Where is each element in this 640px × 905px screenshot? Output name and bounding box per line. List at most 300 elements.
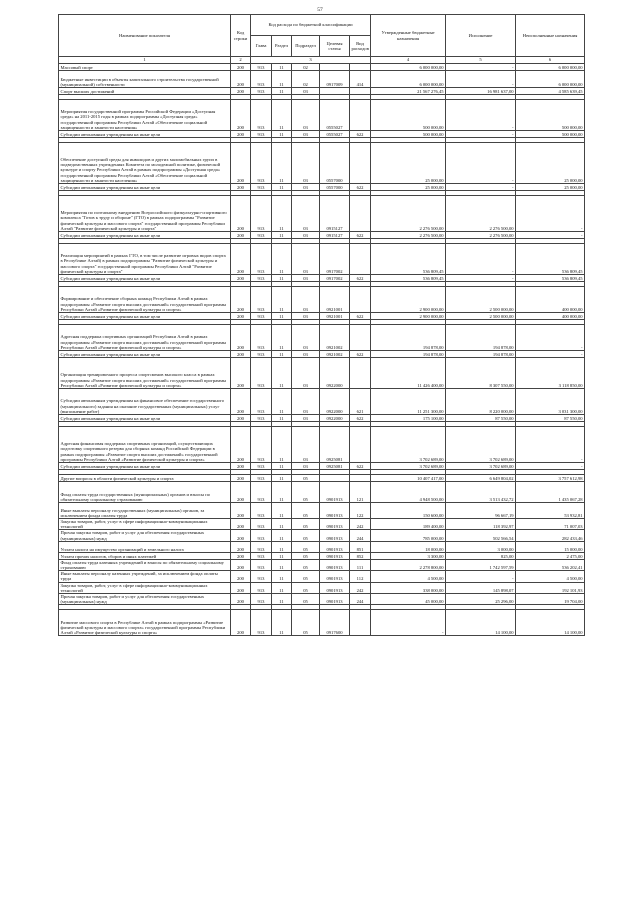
table-cell-section: 11 — [272, 275, 292, 282]
table-cell-unexecuted: 192 101,93 — [516, 582, 585, 593]
table-cell-target: 0925081 — [320, 427, 350, 463]
table-cell-subsection: 03 — [292, 313, 320, 320]
table-cell-executed: 118 392,97 — [446, 519, 516, 530]
table-cell-unexecuted: - — [516, 196, 585, 232]
table-cell-chapter: 913 — [251, 482, 272, 503]
table-row — [59, 131, 585, 138]
table-cell-executed: 3 513 432,72 — [446, 482, 516, 503]
table-cell-subsection: 03 — [292, 389, 320, 415]
table-cell-subsection: 05 — [292, 519, 320, 530]
table-cell-approved: 3 702 689,00 — [371, 463, 446, 470]
table-row — [59, 184, 585, 191]
table-cell-section: 11 — [272, 143, 292, 184]
table-cell-line-code: 200 — [231, 582, 251, 593]
table-cell-executed: - — [446, 184, 516, 191]
table-cell-approved: 25 000,00 — [371, 184, 446, 191]
table-cell-executed: 14 100,00 — [446, 610, 516, 636]
table-row — [59, 582, 585, 593]
table-cell-target: 0901913 — [320, 530, 350, 541]
table-cell-chapter: 913 — [251, 519, 272, 530]
table-cell-target: 0901913 — [320, 503, 350, 519]
table-row — [59, 571, 585, 582]
table-cell-approved: 4 948 500,00 — [371, 482, 446, 503]
table-cell-executed: 8 307 550,00 — [446, 358, 516, 389]
table-cell-kind: 121 — [350, 482, 371, 503]
table-cell-executed: 3 000,00 — [446, 541, 516, 552]
table-cell-executed: 3 702 689,00 — [446, 463, 516, 470]
table-cell-executed: 1 742 597,59 — [446, 559, 516, 570]
table-cell-approved: 2 900 000,00 — [371, 287, 446, 313]
table-cell-chapter: 913 — [251, 503, 272, 519]
table-cell-unexecuted: 4 500,00 — [516, 571, 585, 582]
table-cell-target: 0921001 — [320, 287, 350, 313]
table-cell-section: 11 — [272, 475, 292, 482]
table-row — [59, 594, 585, 605]
table-cell-line-code: 200 — [231, 610, 251, 636]
table-cell-unexecuted: 2 475,00 — [516, 552, 585, 559]
table-cell-subsection: 03 — [292, 427, 320, 463]
table-cell-line-code: 200 — [231, 196, 251, 232]
table-cell-unexecuted: 71 007,03 — [516, 519, 585, 530]
table-cell-approved: 3 300,00 — [371, 552, 446, 559]
table-row — [59, 463, 585, 470]
table-cell-kind — [350, 610, 371, 636]
table-cell-section: 11 — [272, 519, 292, 530]
table-cell-line-code: 200 — [231, 64, 251, 71]
table-cell-executed: 825,00 — [446, 552, 516, 559]
table-cell-unexecuted: 500 000,00 — [516, 100, 585, 131]
table-row — [59, 415, 585, 422]
table-cell-name: Мероприятия по поэтапному внедрению Всероссийского физкультурно-спортивного комплекса "Готов к труду и обороне" (ГТО) в рамках подпрограммы "Развитие физической культуры и массового спорта" государственной программы Республики Алтай "Развитие физической культуры и спорта" — [59, 196, 231, 232]
table-cell-name: Массовый спорт — [59, 64, 231, 71]
table-row — [59, 100, 585, 131]
table-cell-executed: 8 220 000,00 — [446, 389, 516, 415]
col-number: 1 — [59, 57, 231, 64]
table-cell-target: 0901913 — [320, 541, 350, 552]
table-cell-target: 0915127 — [320, 196, 350, 232]
table-cell-executed: 194 878,00 — [446, 325, 516, 351]
table-cell-line-code: 200 — [231, 519, 251, 530]
table-cell-chapter: 913 — [251, 610, 272, 636]
table-cell-executed: 87 550,00 — [446, 415, 516, 422]
table-cell-section: 11 — [272, 64, 292, 71]
table-cell-target: 0922000 — [320, 389, 350, 415]
table-cell-unexecuted: 25 000,00 — [516, 184, 585, 191]
table-cell-section: 11 — [272, 131, 292, 138]
table-cell-section: 11 — [272, 503, 292, 519]
table-cell-unexecuted: 14 100,00 — [516, 610, 585, 636]
table-cell-line-code: 200 — [231, 184, 251, 191]
table-cell-approved: 150 600,00 — [371, 503, 446, 519]
table-cell-subsection: 02 — [292, 71, 320, 88]
table-cell-subsection: 02 — [292, 64, 320, 71]
table-cell-chapter: 913 — [251, 475, 272, 482]
table-cell-target: 0922000 — [320, 415, 350, 422]
table-cell-kind: 622 — [350, 313, 371, 320]
table-cell-line-code: 200 — [231, 100, 251, 131]
table-cell-unexecuted: - — [516, 427, 585, 463]
table-row — [59, 88, 585, 95]
table-cell-chapter: 913 — [251, 64, 272, 71]
header-executed: Исполнение — [446, 15, 516, 57]
table-row — [59, 64, 585, 71]
table-row — [59, 482, 585, 503]
table-cell-subsection: 03 — [292, 100, 320, 131]
table-cell-name: Организация тренировочного процесса спортсменов высокого класса в рамках подпрограммы «Развитие спорта высших достижений» государственной программы Республики Алтай «Развитие физической культуры и спорта» — [59, 358, 231, 389]
table-cell-target: 0917002 — [320, 275, 350, 282]
header-kind: Вид расходов — [350, 36, 371, 57]
table-cell-section: 11 — [272, 358, 292, 389]
table-cell-chapter: 913 — [251, 463, 272, 470]
table-cell-chapter: 913 — [251, 594, 272, 605]
table-row — [59, 427, 585, 463]
table-cell-executed: 25 296,00 — [446, 594, 516, 605]
table-cell-kind: 111 — [350, 559, 371, 570]
table-cell-subsection: 03 — [292, 287, 320, 313]
table-cell-kind: 244 — [350, 594, 371, 605]
table-cell-unexecuted: 1 435 067,28 — [516, 482, 585, 503]
table-cell-executed: - — [446, 143, 516, 184]
table-cell-target: 0917002 — [320, 244, 350, 275]
table-cell-approved: 21 567 276,45 — [371, 88, 446, 95]
table-cell-name: Субсидии автономным учреждениям на иные цели — [59, 184, 231, 191]
table-cell-approved: 10 407 417,00 — [371, 475, 446, 482]
table-cell-executed: - — [446, 275, 516, 282]
table-cell-subsection: 05 — [292, 559, 320, 570]
table-cell-section: 11 — [272, 71, 292, 88]
header-unexecuted: Неисполненные назначения — [516, 15, 585, 57]
table-cell-name: Субсидии автономным учреждениям на иные цели — [59, 463, 231, 470]
table-cell-name: Развитие массового спорта в Республике Алтай в рамках подпрограммы «Развитие физической культуры и массового спорта» государственной программы Республики Алтай «Развитие физической культуры и спорта» — [59, 610, 231, 636]
table-row — [59, 325, 585, 351]
table-cell-kind — [350, 196, 371, 232]
table-cell-approved: 2 276 500,00 — [371, 196, 446, 232]
table-cell-unexecuted: - — [516, 325, 585, 351]
table-cell-approved: 536 809,45 — [371, 244, 446, 275]
table-cell-subsection: 03 — [292, 358, 320, 389]
table-cell-approved: 194 878,00 — [371, 351, 446, 358]
table-cell-name: Мероприятия государственной программы Российской Федерации «Доступная среда» на 2011-2015 годы в рамках подпрограммы «Доступная среда» государственной программы Республики Алтай «Обеспечение социальной защищенности и занятости населения» — [59, 100, 231, 131]
table-cell-chapter: 913 — [251, 88, 272, 95]
table-cell-subsection: 03 — [292, 196, 320, 232]
table-cell-approved: 536 809,45 — [371, 275, 446, 282]
table-cell-subsection: 03 — [292, 184, 320, 191]
table-cell-kind — [350, 244, 371, 275]
table-cell-approved: 11 426 400,00 — [371, 358, 446, 389]
table-cell-line-code: 200 — [231, 475, 251, 482]
table-cell-kind: 622 — [350, 275, 371, 282]
table-cell-approved: 6 000 000,00 — [371, 64, 446, 71]
table-cell-kind: 112 — [350, 571, 371, 582]
table-cell-chapter: 913 — [251, 313, 272, 320]
col-number: 2 — [231, 57, 251, 64]
table-cell-section: 11 — [272, 482, 292, 503]
table-row — [59, 530, 585, 541]
table-cell-executed: 6 649 804,02 — [446, 475, 516, 482]
table-cell-section: 11 — [272, 88, 292, 95]
table-cell-name: Фонд оплаты труда государственных (муниципальных) органов и взносы по обязательному социальному страхованию — [59, 482, 231, 503]
table-row — [59, 275, 585, 282]
table-cell-unexecuted: 6 000 000,00 — [516, 71, 585, 88]
table-cell-kind — [350, 287, 371, 313]
table-cell-subsection: 03 — [292, 325, 320, 351]
table-cell-chapter: 913 — [251, 131, 272, 138]
table-row — [59, 358, 585, 389]
table-cell-subsection: 05 — [292, 571, 320, 582]
table-cell-subsection: 03 — [292, 463, 320, 470]
table-cell-section: 11 — [272, 287, 292, 313]
table-cell-target: 0921002 — [320, 351, 350, 358]
table-cell-executed: - — [446, 100, 516, 131]
table-cell-target: 0901913 — [320, 571, 350, 582]
table-cell-kind: 242 — [350, 582, 371, 593]
table-cell-unexecuted: 4 585 639,45 — [516, 88, 585, 95]
header-name: Наименование показателя — [59, 15, 231, 57]
table-cell-chapter: 913 — [251, 71, 272, 88]
table-cell-approved: 11 251 300,00 — [371, 389, 446, 415]
table-cell-chapter: 913 — [251, 530, 272, 541]
table-cell-target: 0917600 — [320, 610, 350, 636]
table-cell-target: 0901913 — [320, 482, 350, 503]
table-cell-chapter: 913 — [251, 582, 272, 593]
table-cell-chapter: 913 — [251, 358, 272, 389]
table-cell-unexecuted: - — [516, 232, 585, 239]
table-cell-kind — [350, 88, 371, 95]
table-cell-unexecuted: 3 118 850,00 — [516, 358, 585, 389]
table-cell-line-code: 200 — [231, 131, 251, 138]
table-cell-chapter: 913 — [251, 552, 272, 559]
table-cell-section: 11 — [272, 351, 292, 358]
table-cell-approved: 25 000,00 — [371, 143, 446, 184]
table-cell-subsection: 05 — [292, 582, 320, 593]
table-cell-executed: 16 981 637,00 — [446, 88, 516, 95]
table-cell-chapter: 913 — [251, 244, 272, 275]
table-cell-chapter: 913 — [251, 196, 272, 232]
table-cell-line-code: 200 — [231, 389, 251, 415]
table-cell-target: 0922000 — [320, 358, 350, 389]
table-cell-name: Закупка товаров, работ, услуг в сфере информационно-коммуникационных технологий — [59, 582, 231, 593]
table-cell-executed: - — [446, 64, 516, 71]
table-cell-subsection: 03 — [292, 232, 320, 239]
table-cell-unexecuted: 87 550,00 — [516, 415, 585, 422]
table-cell-section: 11 — [272, 325, 292, 351]
table-cell-unexecuted: - — [516, 463, 585, 470]
table-row — [59, 71, 585, 88]
table-cell-name: Субсидии автономным учреждениям на иные цели — [59, 275, 231, 282]
table-cell-chapter: 913 — [251, 389, 272, 415]
col-number: 6 — [516, 57, 585, 64]
table-cell-section: 11 — [272, 594, 292, 605]
header-classification: Код расхода по бюджетной классификации — [251, 15, 371, 36]
table-cell-target: 0555027 — [320, 100, 350, 131]
table-cell-chapter: 913 — [251, 100, 272, 131]
table-cell-kind: 622 — [350, 351, 371, 358]
table-cell-unexecuted: 536 202,41 — [516, 559, 585, 570]
table-cell-target: 0915127 — [320, 232, 350, 239]
table-cell-name: Реализация мероприятий в рамках ГТО, в том числе развитие игровых видов спорта в Республике Алтай) в рамках подпрограммы "Развитие физической культуры и массового спорта" государственной программы Республики Алтай "Развитие физической культуры и спорта" — [59, 244, 231, 275]
table-cell-section: 11 — [272, 571, 292, 582]
table-cell-section: 11 — [272, 541, 292, 552]
table-cell-kind: 244 — [350, 530, 371, 541]
table-cell-target: 0921001 — [320, 313, 350, 320]
table-cell-approved: 6 000 000,00 — [371, 71, 446, 88]
table-cell-subsection: 05 — [292, 552, 320, 559]
table-cell-executed: 145 898,07 — [446, 582, 516, 593]
table-cell-chapter: 913 — [251, 559, 272, 570]
table-cell-name: Субсидии автономным учреждениям на иные цели — [59, 351, 231, 358]
table-cell-section: 11 — [272, 100, 292, 131]
table-cell-unexecuted: 282 433,46 — [516, 530, 585, 541]
table-cell-chapter: 913 — [251, 232, 272, 239]
table-row — [59, 244, 585, 275]
table-cell-section: 11 — [272, 463, 292, 470]
table-cell-approved: - — [371, 610, 446, 636]
table-cell-subsection: 03 — [292, 131, 320, 138]
table-cell-kind — [350, 475, 371, 482]
table-cell-name: Прочая закупка товаров, работ и услуг для обеспечения государственных (муниципальных) нужд — [59, 594, 231, 605]
table-cell-target — [320, 64, 350, 71]
table-cell-kind: 851 — [350, 541, 371, 552]
table-cell-chapter: 913 — [251, 415, 272, 422]
table-cell-line-code: 200 — [231, 427, 251, 463]
table-cell-subsection: 05 — [292, 482, 320, 503]
table-cell-approved: 3 702 689,00 — [371, 427, 446, 463]
table-cell-kind: 242 — [350, 519, 371, 530]
page-number: 57 — [317, 7, 323, 13]
table-cell-subsection: 05 — [292, 475, 320, 482]
table-cell-name: Субсидии автономным учреждениям на иные цели — [59, 232, 231, 239]
table-cell-approved: 2 900 000,00 — [371, 313, 446, 320]
table-cell-section: 11 — [272, 313, 292, 320]
table-cell-line-code: 200 — [231, 275, 251, 282]
table-cell-subsection: 03 — [292, 351, 320, 358]
table-cell-name: Субсидии автономным учреждениям на финансовое обеспечение государственного (муниципального) задания на оказание государственных (муниципальных) услуг (выполнение работ) — [59, 389, 231, 415]
table-cell-kind: 622 — [350, 463, 371, 470]
table-cell-approved: 175 100,00 — [371, 415, 446, 422]
table-cell-approved: 189 400,00 — [371, 519, 446, 530]
table-cell-section: 11 — [272, 552, 292, 559]
table-cell-kind — [350, 427, 371, 463]
table-cell-name: Другие вопросы в области физической культуры и спорта — [59, 475, 231, 482]
table-cell-approved: 785 000,00 — [371, 530, 446, 541]
table-cell-executed: 3 702 689,00 — [446, 427, 516, 463]
table-cell-approved: 4 500,00 — [371, 571, 446, 582]
table-cell-line-code: 200 — [231, 358, 251, 389]
table-cell-line-code: 200 — [231, 541, 251, 552]
table-cell-unexecuted: 19 704,00 — [516, 594, 585, 605]
table-cell-line-code: 200 — [231, 244, 251, 275]
table-cell-subsection: 03 — [292, 143, 320, 184]
table-cell-unexecuted: 400 000,00 — [516, 287, 585, 313]
table-cell-chapter: 913 — [251, 143, 272, 184]
table-cell-approved: 2 276 500,00 — [371, 232, 446, 239]
table-cell-target: 0557000 — [320, 143, 350, 184]
table-cell-name: Адресная финансовая поддержка спортивных организаций, осуществляющих подготовку спортивного резерва для сборных команд Российской Федерации в рамках подпрограммы «Развитие спорта высших достижений» государственной программы Республики Алтай «Развитие физической культуры и спорта» — [59, 427, 231, 463]
table-cell-section: 11 — [272, 427, 292, 463]
table-cell-subsection: 05 — [292, 610, 320, 636]
table-cell-subsection: 05 — [292, 594, 320, 605]
table-cell-subsection: 03 — [292, 415, 320, 422]
table-cell-chapter: 913 — [251, 325, 272, 351]
table-cell-executed: 194 878,00 — [446, 351, 516, 358]
table-cell-line-code: 200 — [231, 143, 251, 184]
table-cell-executed: 2 276 500,00 — [446, 232, 516, 239]
table-cell-section: 11 — [272, 196, 292, 232]
table-cell-subsection: 05 — [292, 541, 320, 552]
budget-execution-table — [58, 14, 585, 636]
table-cell-unexecuted: 536 809,45 — [516, 275, 585, 282]
col-number: 5 — [446, 57, 516, 64]
table-cell-target — [320, 88, 350, 95]
table-cell-kind: 852 — [350, 552, 371, 559]
table-cell-executed: 2 500 000,00 — [446, 287, 516, 313]
table-cell-kind — [350, 143, 371, 184]
table-cell-kind: 622 — [350, 184, 371, 191]
table-row — [59, 475, 585, 482]
table-row — [59, 610, 585, 636]
table-cell-subsection: 05 — [292, 530, 320, 541]
table-cell-line-code: 200 — [231, 463, 251, 470]
table-cell-kind: 122 — [350, 503, 371, 519]
table-cell-name: Прочая закупка товаров, работ и услуг для обеспечения государственных (муниципальных) нужд — [59, 530, 231, 541]
table-row — [59, 552, 585, 559]
table-cell-line-code: 200 — [231, 287, 251, 313]
table-cell-section: 11 — [272, 184, 292, 191]
table-cell-subsection: 03 — [292, 88, 320, 95]
table-cell-line-code: 200 — [231, 88, 251, 95]
table-cell-kind — [350, 64, 371, 71]
table-cell-line-code: 200 — [231, 415, 251, 422]
table-cell-target: 0925081 — [320, 463, 350, 470]
table-cell-target: 0901913 — [320, 559, 350, 570]
table-cell-chapter: 913 — [251, 427, 272, 463]
table-row — [59, 196, 585, 232]
col-number: 3 — [251, 57, 371, 64]
table-row — [59, 503, 585, 519]
table-cell-unexecuted: 500 000,00 — [516, 131, 585, 138]
table-cell-approved: 500 000,00 — [371, 131, 446, 138]
table-cell-name: Уплата налога на имущество организаций и земельного налога — [59, 541, 231, 552]
table-cell-kind: 622 — [350, 415, 371, 422]
table-cell-line-code: 200 — [231, 594, 251, 605]
table-cell-approved: 338 000,00 — [371, 582, 446, 593]
table-row — [59, 313, 585, 320]
col-number: 4 — [371, 57, 446, 64]
table-cell-target — [320, 475, 350, 482]
table-cell-target: 0901913 — [320, 582, 350, 593]
table-cell-executed: 502 566,54 — [446, 530, 516, 541]
table-cell-executed: 2 276 500,00 — [446, 196, 516, 232]
table-cell-kind: 414 — [350, 71, 371, 88]
table-cell-unexecuted: - — [516, 351, 585, 358]
table-cell-target: 0901913 — [320, 594, 350, 605]
table-cell-name: Уплата прочих налогов, сборов и иных платежей — [59, 552, 231, 559]
table-cell-line-code: 200 — [231, 71, 251, 88]
table-cell-subsection: 03 — [292, 275, 320, 282]
table-cell-target: 0557000 — [320, 184, 350, 191]
table-cell-executed: 2 500 000,00 — [446, 313, 516, 320]
table-cell-executed: - — [446, 244, 516, 275]
table-cell-line-code: 200 — [231, 571, 251, 582]
table-cell-chapter: 913 — [251, 275, 272, 282]
table-cell-name: Субсидии автономным учреждениям на иные цели — [59, 415, 231, 422]
column-number-row — [59, 57, 585, 64]
table-cell-line-code: 200 — [231, 351, 251, 358]
table-cell-approved: 2 278 800,00 — [371, 559, 446, 570]
table-row — [59, 143, 585, 184]
table-cell-unexecuted: 3 031 300,00 — [516, 389, 585, 415]
table-cell-name: Адресная поддержка спортивных организаций Республики Алтай в рамках подпрограммы «Развитие спорта высших достижений» государственной программы Республики Алтай «Развитие физической культуры и спорта» — [59, 325, 231, 351]
